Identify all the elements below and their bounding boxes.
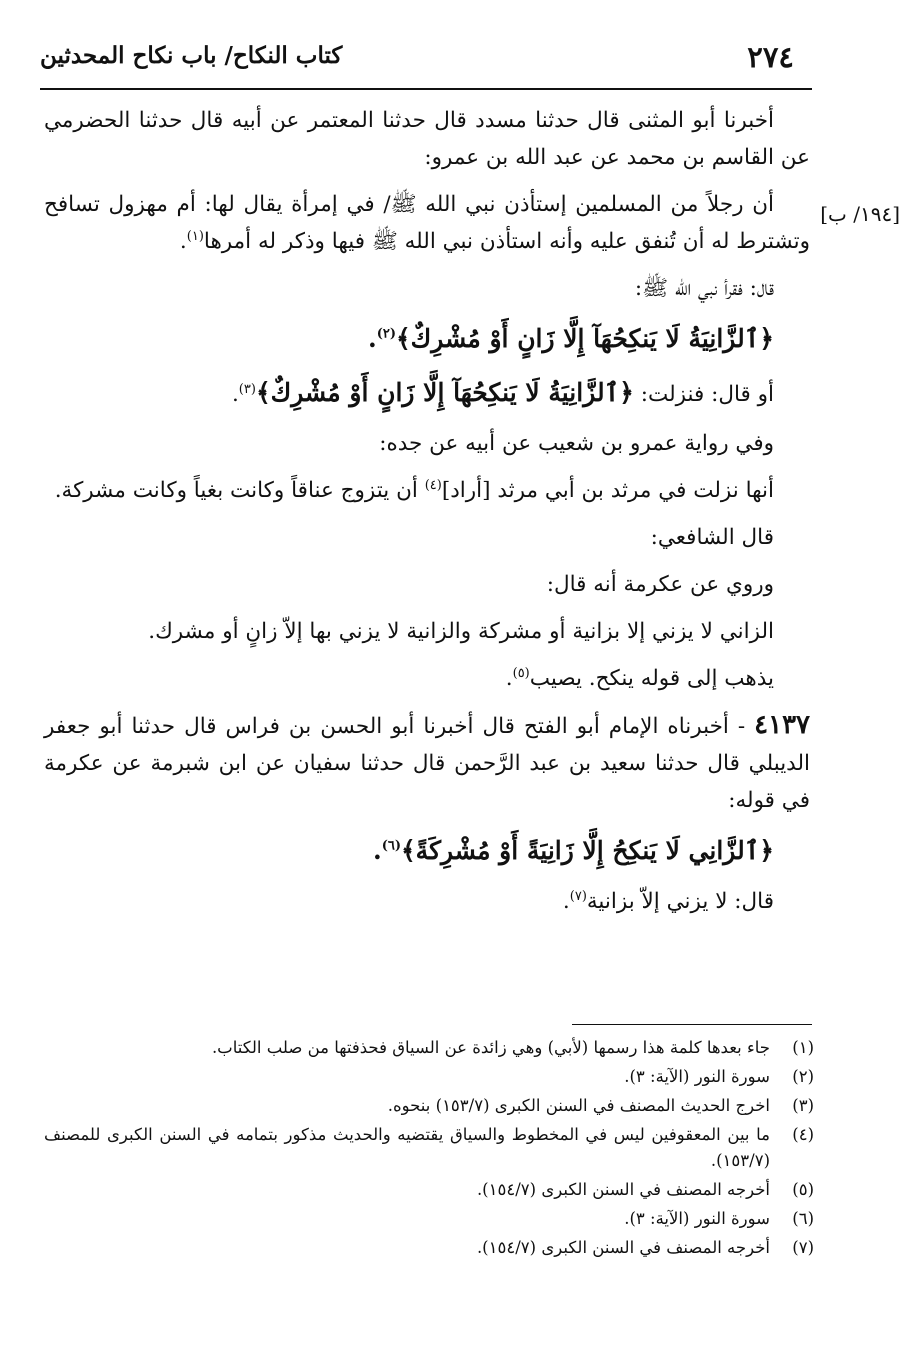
footnote-item xyxy=(44,1064,814,1090)
quran-verse: ﴿ٱلزَّانِي لَا يَنكِحُ إِلَّا زَانِيَةً أَوْ مُشْرِكَةً﴾$^{(٦)}$. xyxy=(373,836,774,865)
hadith-number: ٤١٣٧ xyxy=(754,710,810,740)
footnote-item xyxy=(44,1235,814,1261)
paragraph-la-yazni: قال: لا يزني إلاّ بزانية$^{(٧)}$. xyxy=(562,888,774,914)
paragraph-text: يذهب إلى قوله ينكح. يصيب xyxy=(529,666,774,691)
main-text xyxy=(44,102,810,930)
paragraph-text: - أخبرناه الإمام أبو الفتح قال أخبرنا أبو الحسن بن فراس قال حدثنا أبو جعفر الديبلي قال حدثنا سعيد بن عبد الرَّحمن قال حدثنا سفيان عن ابن شبرمة عن عكرمة في قوله: xyxy=(44,714,810,813)
footnote-text: أخرجه المصنف في السنن الكبرى (١٥٤/٧). xyxy=(476,1180,770,1199)
paragraph-zani xyxy=(44,613,810,650)
paragraph-text: أنها نزلت في مرثد بن أبي مرثد [أراد] xyxy=(441,478,774,503)
page-number: ٢٧٤ xyxy=(747,40,794,74)
footnote-number: (٥) xyxy=(792,1180,814,1199)
footnote-number: (٧) xyxy=(792,1238,814,1257)
paragraph-marthad xyxy=(44,472,810,509)
manuscript-folio-ref: [١٩٤/ ب] xyxy=(820,202,900,226)
verse-text: ﴿ٱلزَّانِي لَا يَنكِحُ إِلَّا زَانِيَةً أَوْ مُشْرِكَةً﴾ xyxy=(401,836,774,865)
footnote-text: سورة النور (الآية: ٣). xyxy=(624,1067,770,1086)
footnote-marker: (٧) xyxy=(569,888,587,904)
footnote-number: (٦) xyxy=(792,1209,814,1228)
paragraph-text: وروي عن عكرمة أنه قال: xyxy=(546,572,774,597)
footnote-item xyxy=(44,1122,814,1174)
footnote-marker: (١) xyxy=(186,228,204,244)
footnote-item xyxy=(44,1206,814,1232)
footnote-number: (٢) xyxy=(792,1067,814,1086)
footnote-number: (١) xyxy=(792,1038,814,1057)
verse-text: ﴿ٱلزَّانِيَةُ لَا يَنكِحُهَآ إِلَّا زَانٍ أَوْ مُشْرِكٌ﴾ xyxy=(255,378,634,407)
paragraph-nazalat: أو قال: فنزلت: ﴿ٱلزَّانِيَةُ لَا يَنكِحُهَآ إِلَّا زَانٍ أَوْ مُشْرِكٌ﴾$^{(٣)}$. xyxy=(231,378,774,407)
header-rule xyxy=(40,88,812,90)
verse-text: ﴿ٱلزَّانِيَةُ لَا يَنكِحُهَآ إِلَّا زَانٍ أَوْ مُشْرِكٌ﴾ xyxy=(396,324,774,353)
paragraph-yadhhab: يذهب إلى قوله ينكح. يصيب$^{(٥)}$. xyxy=(505,665,774,691)
paragraph-text: أخبرنا أبو المثنى قال حدثنا مسدد قال حدثنا المعتمر عن أبيه قال حدثنا الحضرمي عن القاسم بن محمد عن عبد الله بن عمرو: xyxy=(44,108,810,170)
footnote-marker: (٥) xyxy=(512,665,530,681)
footnote-text: ما بين المعقوفين ليس في المخطوط والسياق يقتضيه والحديث مذكور بتمامه في السنن الكبرى للمصنف (١٥٣/٧). xyxy=(44,1125,770,1170)
running-title: كتاب النكاح/ باب نكاح المحدثين xyxy=(40,42,343,69)
footnote-rule xyxy=(572,1024,812,1025)
footnote-item xyxy=(44,1093,814,1119)
paragraph-hadith-4137 xyxy=(44,707,810,819)
footnote-marker: (٦) xyxy=(381,838,402,854)
paragraph-qala xyxy=(44,270,810,307)
paragraph-text: قال: فقرأ نبي الله ﷺ: xyxy=(634,276,774,301)
footnote-number: (٤) xyxy=(792,1125,814,1144)
footnote-marker: (٤) xyxy=(424,477,442,493)
paragraph-text: الزاني لا يزني إلا بزانية أو مشركة والزانية لا يزني بها إلاّ زانٍ أو مشرك. xyxy=(148,619,774,644)
paragraph-text: أن يتزوج عناقاً وكانت بغياً وكانت مشركة. xyxy=(54,478,425,503)
footnote-text: جاء بعدها كلمة هذا رسمها (لأبي) وهي زائدة عن السياق فحذفتها من صلب الكتاب. xyxy=(211,1038,770,1057)
paragraph-text: أو قال: فنزلت: xyxy=(633,382,774,407)
footnote-text: سورة النور (الآية: ٣). xyxy=(624,1209,770,1228)
paragraph-ikrima xyxy=(44,566,810,603)
quran-verse: ﴿ٱلزَّانِيَةُ لَا يَنكِحُهَآ إِلَّا زَانٍ أَوْ مُشْرِكٌ﴾$^{(٢)}$. xyxy=(368,324,774,353)
footnote-marker: (٣) xyxy=(238,381,256,397)
paragraph-text: قال: لا يزني إلاّ بزانية xyxy=(586,889,774,914)
paragraph-text: قال الشافعي: xyxy=(650,525,774,550)
paragraph-text: أن رجلاً من المسلمين إستأذن نبي الله ﷺ/ في إمرأة يقال لها: أم مهزول تسافح وتشترط له أن تُنفق عليه وأنه استأذن نبي الله ﷺ فيها وذكر له أمرها xyxy=(44,192,810,254)
page-header xyxy=(40,30,812,90)
footnote-text: اخرج الحديث المصنف في السنن الكبرى (١٥٣/٧) بنحوه. xyxy=(387,1096,770,1115)
footnote-item xyxy=(44,1177,814,1203)
footnotes xyxy=(44,1035,814,1264)
paragraph-hadith: أن رجلاً من المسلمين إستأذن نبي الله ﷺ/ في إمرأة يقال لها: أم مهزول تسافح وتشترط له أن تُنفق عليه وأنه استأذن نبي الله ﷺ فيها وذكر له أمرها$^{(١)}$. xyxy=(44,192,810,254)
paragraph-shafii xyxy=(44,519,810,556)
footnote-item xyxy=(44,1035,814,1061)
paragraph-text: وفي رواية عمرو بن شعيب عن أبيه عن جده: xyxy=(379,431,774,456)
paragraph-riwaya xyxy=(44,425,810,462)
paragraph-isnad xyxy=(44,102,810,176)
footnote-number: (٣) xyxy=(792,1096,814,1115)
footnote-marker: (٢) xyxy=(376,326,397,342)
footnote-text: أخرجه المصنف في السنن الكبرى (١٥٤/٧). xyxy=(476,1238,770,1257)
